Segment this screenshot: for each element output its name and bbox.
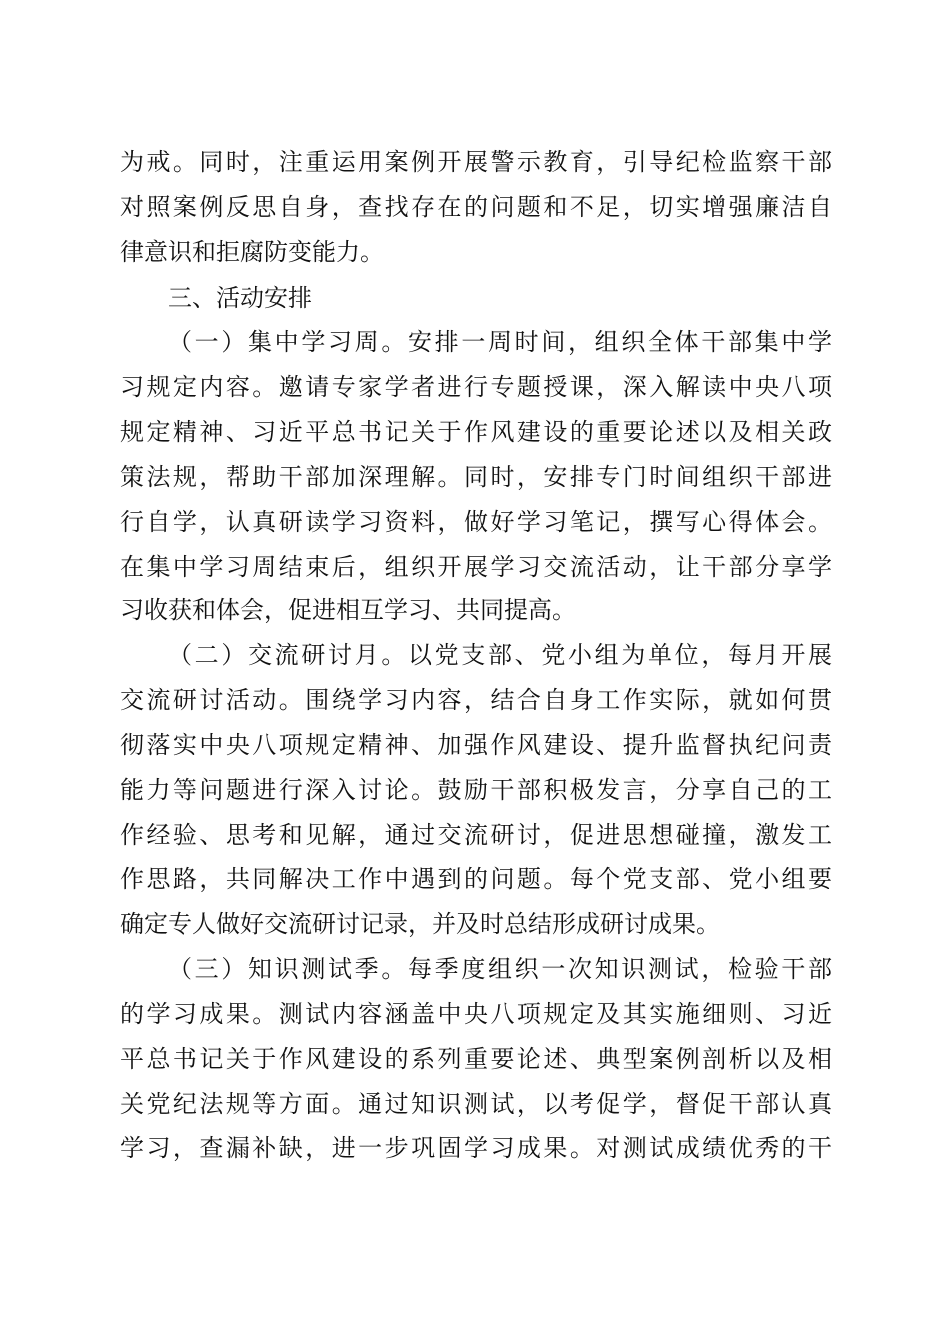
item3-line-4: 学习，查漏补缺，进一步巩固学习成果。对测试成绩优秀的干: [120, 1134, 832, 1162]
item1-line-3: 策法规，帮助干部加深理解。同时，安排专门时间组织干部进: [120, 463, 832, 491]
item2-title: （二）交流研讨月。: [168, 641, 408, 669]
item3-line-3: 关党纪法规等方面。通过知识测试，以考促学，督促干部认真: [120, 1090, 832, 1118]
item3-title: （三）知识测试季。: [168, 955, 408, 983]
intro-line-3: 律意识和拒腐防变能力。: [120, 238, 384, 266]
item1-line-1: 习规定内容。邀请专家学者进行专题授课，深入解读中央八项: [120, 373, 832, 401]
item1-first-line-rest: 安排一周时间，组织全体干部集中学: [408, 328, 832, 356]
intro-line-1: 为戒。同时，注重运用案例开展警示教育，引导纪检监察干部: [120, 148, 832, 176]
item2-first-line-rest: 以党支部、党小组为单位，每月开展: [408, 641, 832, 669]
item2-line-2: 彻落实中央八项规定精神、加强作风建设、提升监督执纪问责: [120, 731, 832, 759]
item3-first-line: [168, 952, 832, 986]
item1-line-6: 习收获和体会，促进相互学习、共同提高。: [120, 596, 576, 624]
item2-line-1: 交流研讨活动。围绕学习内容，结合自身工作实际，就如何贯: [120, 686, 832, 714]
item1-title: （一）集中学习周。: [168, 328, 408, 356]
item1-first-line: [168, 325, 832, 359]
item2-first-line: [168, 638, 832, 672]
item2-line-6: 确定专人做好交流研讨记录，并及时总结形成研讨成果。: [120, 910, 720, 938]
item2-line-4: 作经验、思考和见解，通过交流研讨，促进思想碰撞，激发工: [120, 821, 832, 849]
item1-line-4: 行自学，认真研读学习资料，做好学习笔记，撰写心得体会。: [120, 508, 832, 536]
section-heading: 三、活动安排: [168, 284, 312, 312]
item3-line-2: 平总书记关于作风建设的系列重要论述、典型案例剖析以及相: [120, 1045, 832, 1073]
item3-first-line-rest: 每季度组织一次知识测试，检验干部: [408, 955, 832, 983]
item2-line-3: 能力等问题进行深入讨论。鼓励干部积极发言，分享自己的工: [120, 776, 832, 804]
item1-line-2: 规定精神、习近平总书记关于作风建设的重要论述以及相关政: [120, 418, 832, 446]
item1-line-5: 在集中学习周结束后，组织开展学习交流活动，让干部分享学: [120, 553, 832, 581]
intro-line-2: 对照案例反思自身，查找存在的问题和不足，切实增强廉洁自: [120, 193, 832, 221]
item2-line-5: 作思路，共同解决工作中遇到的问题。每个党支部、党小组要: [120, 865, 832, 893]
item3-line-1: 的学习成果。测试内容涵盖中央八项规定及其实施细则、习近: [120, 1000, 832, 1028]
